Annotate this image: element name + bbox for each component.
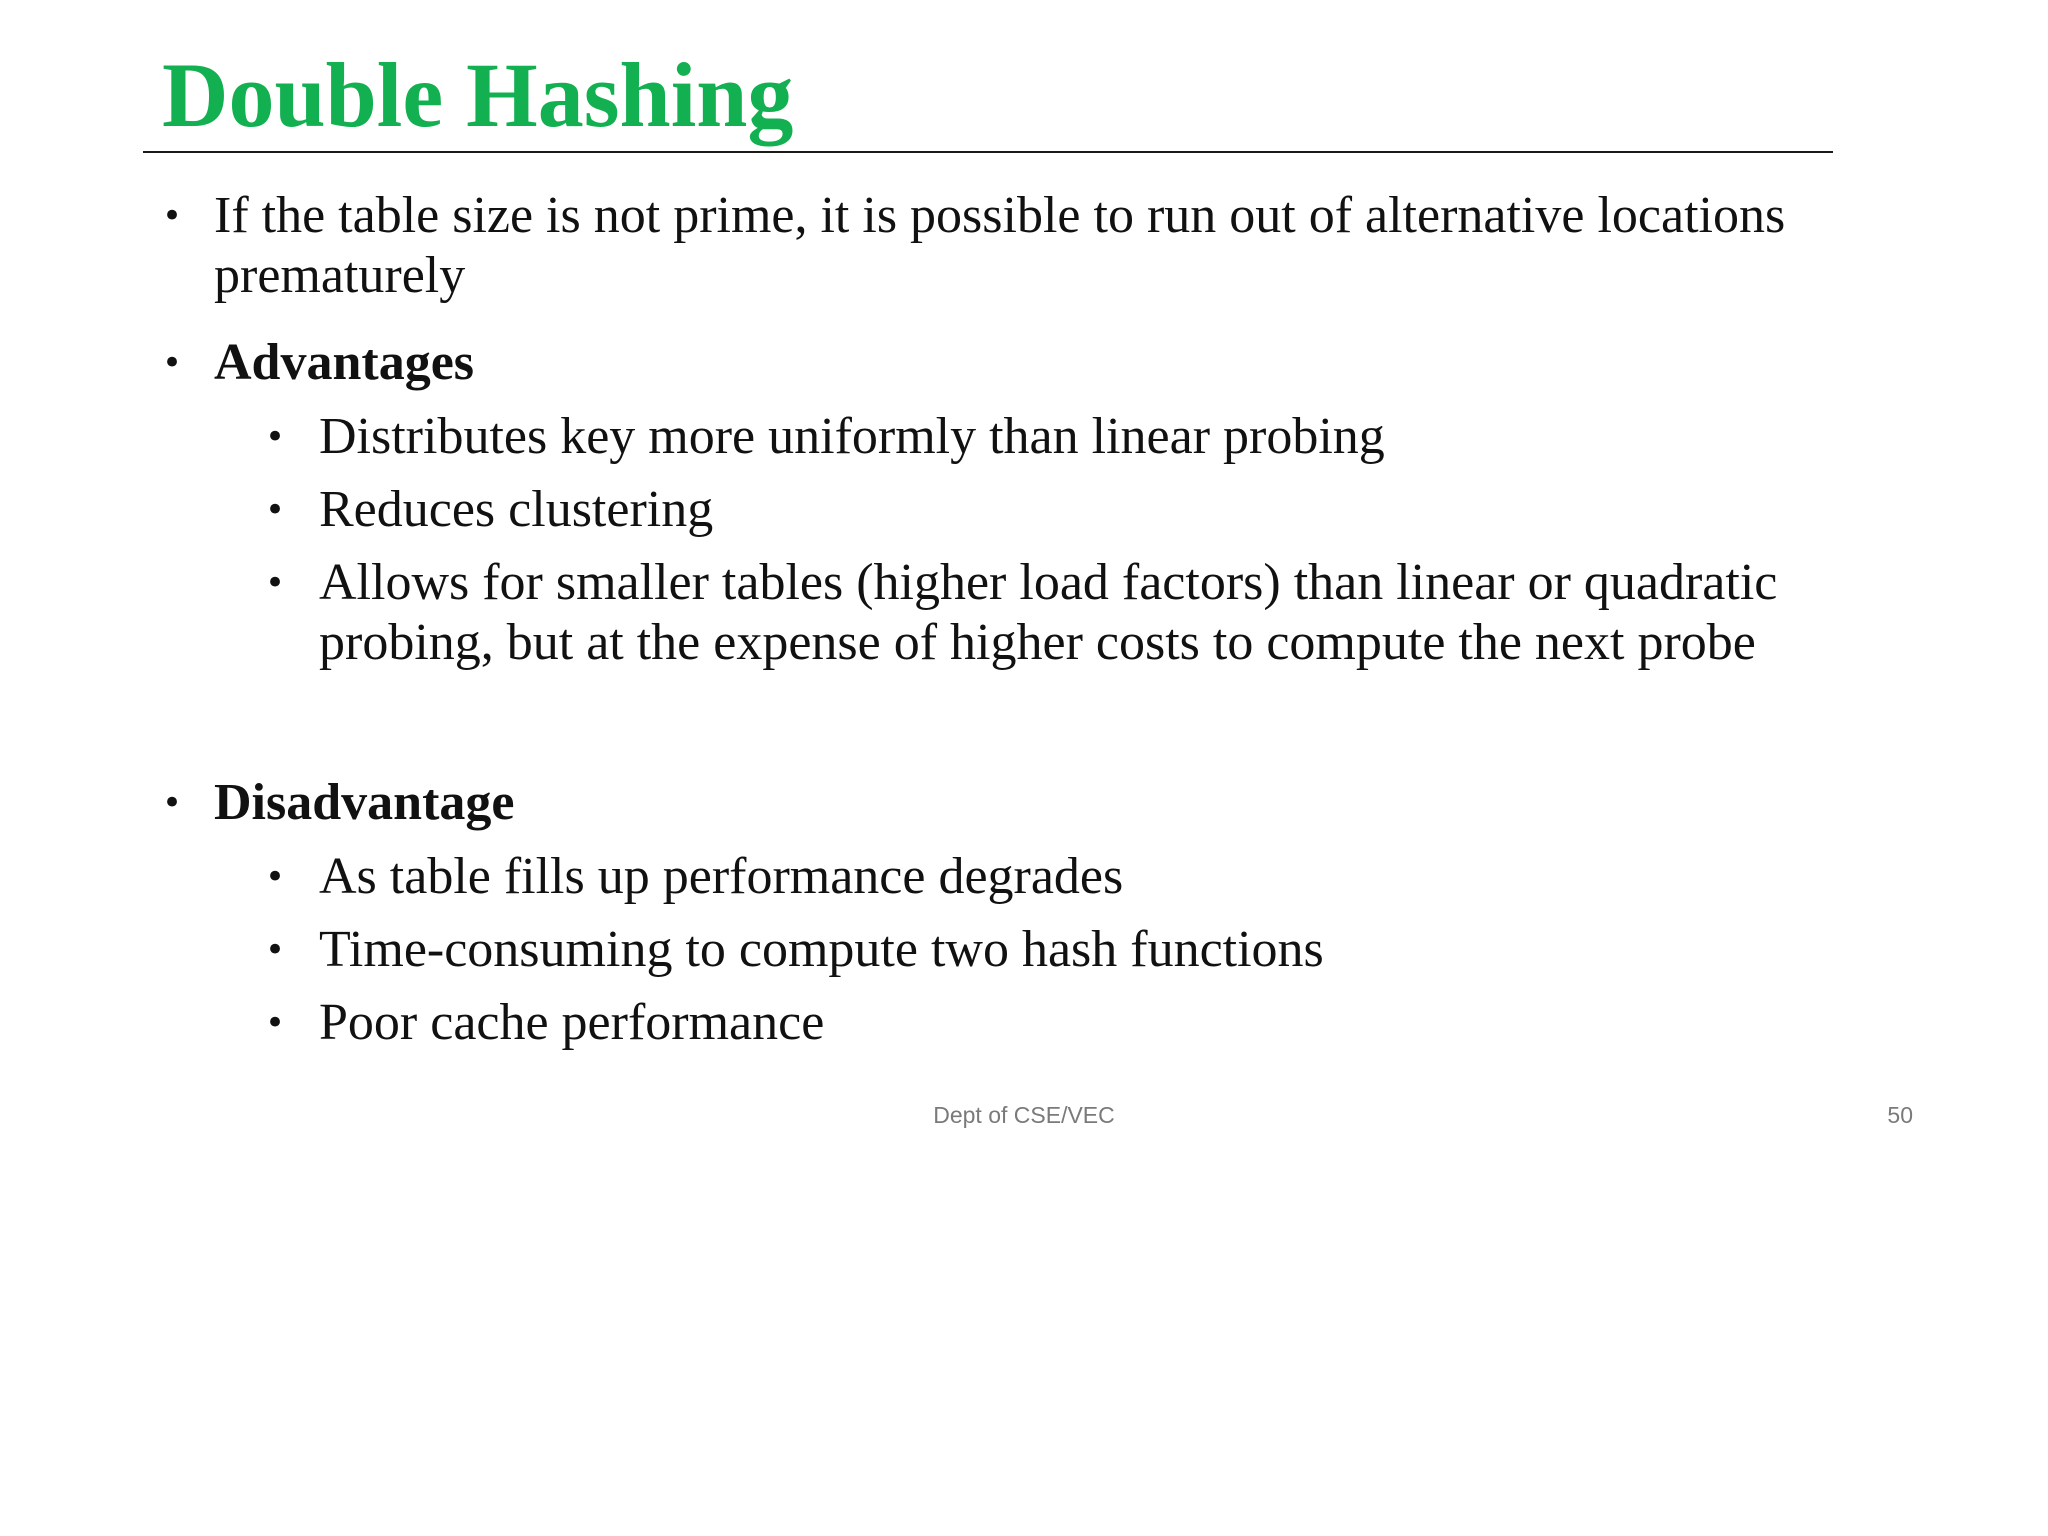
bullet-text: Time-consuming to compute two hash functions — [319, 921, 1324, 978]
bullet-text: If the table size is not prime, it is possible to run out of alternative locations prematurely — [214, 187, 1786, 304]
bullet-text: Allows for smaller tables (higher load factors) than linear or quadratic probing, but at the expense of higher costs to compute the next probe — [319, 554, 1778, 671]
list-item-disadvantage — [162, 773, 1794, 833]
section-heading: Disadvantage — [214, 774, 515, 831]
bullet-icon: • — [265, 930, 286, 970]
bullet-icon: • — [265, 857, 286, 897]
sub-list-item — [265, 920, 1939, 980]
bullet-text: As table fills up performance degrades — [319, 848, 1124, 905]
bullet-icon: • — [265, 1003, 286, 1043]
bullet-icon: • — [162, 343, 183, 383]
sub-list-item — [265, 993, 1939, 1053]
sub-list-item — [265, 553, 1939, 673]
sub-list-item — [265, 407, 1939, 467]
bullet-icon: • — [265, 490, 286, 530]
bullet-text: Distributes key more uniformly than linear probing — [319, 408, 1385, 465]
title-divider — [143, 151, 1833, 153]
bullet-text: Poor cache performance — [319, 994, 825, 1051]
sub-list-item — [265, 847, 1939, 907]
bullet-icon: • — [265, 563, 286, 603]
bullet-icon: • — [265, 417, 286, 457]
sub-list-item — [265, 480, 1939, 540]
slide-footer: Dept of CSE/VEC — [933, 1102, 1115, 1128]
bullet-text: Reduces clustering — [319, 481, 714, 538]
bullet-icon: • — [162, 196, 183, 236]
list-item — [162, 186, 1794, 306]
section-heading: Advantages — [214, 334, 475, 391]
page-number: 50 — [1887, 1102, 1913, 1128]
bullet-icon: • — [162, 783, 183, 823]
list-item-advantages — [162, 333, 1794, 393]
slide-title: Double Hashing — [162, 44, 794, 146]
